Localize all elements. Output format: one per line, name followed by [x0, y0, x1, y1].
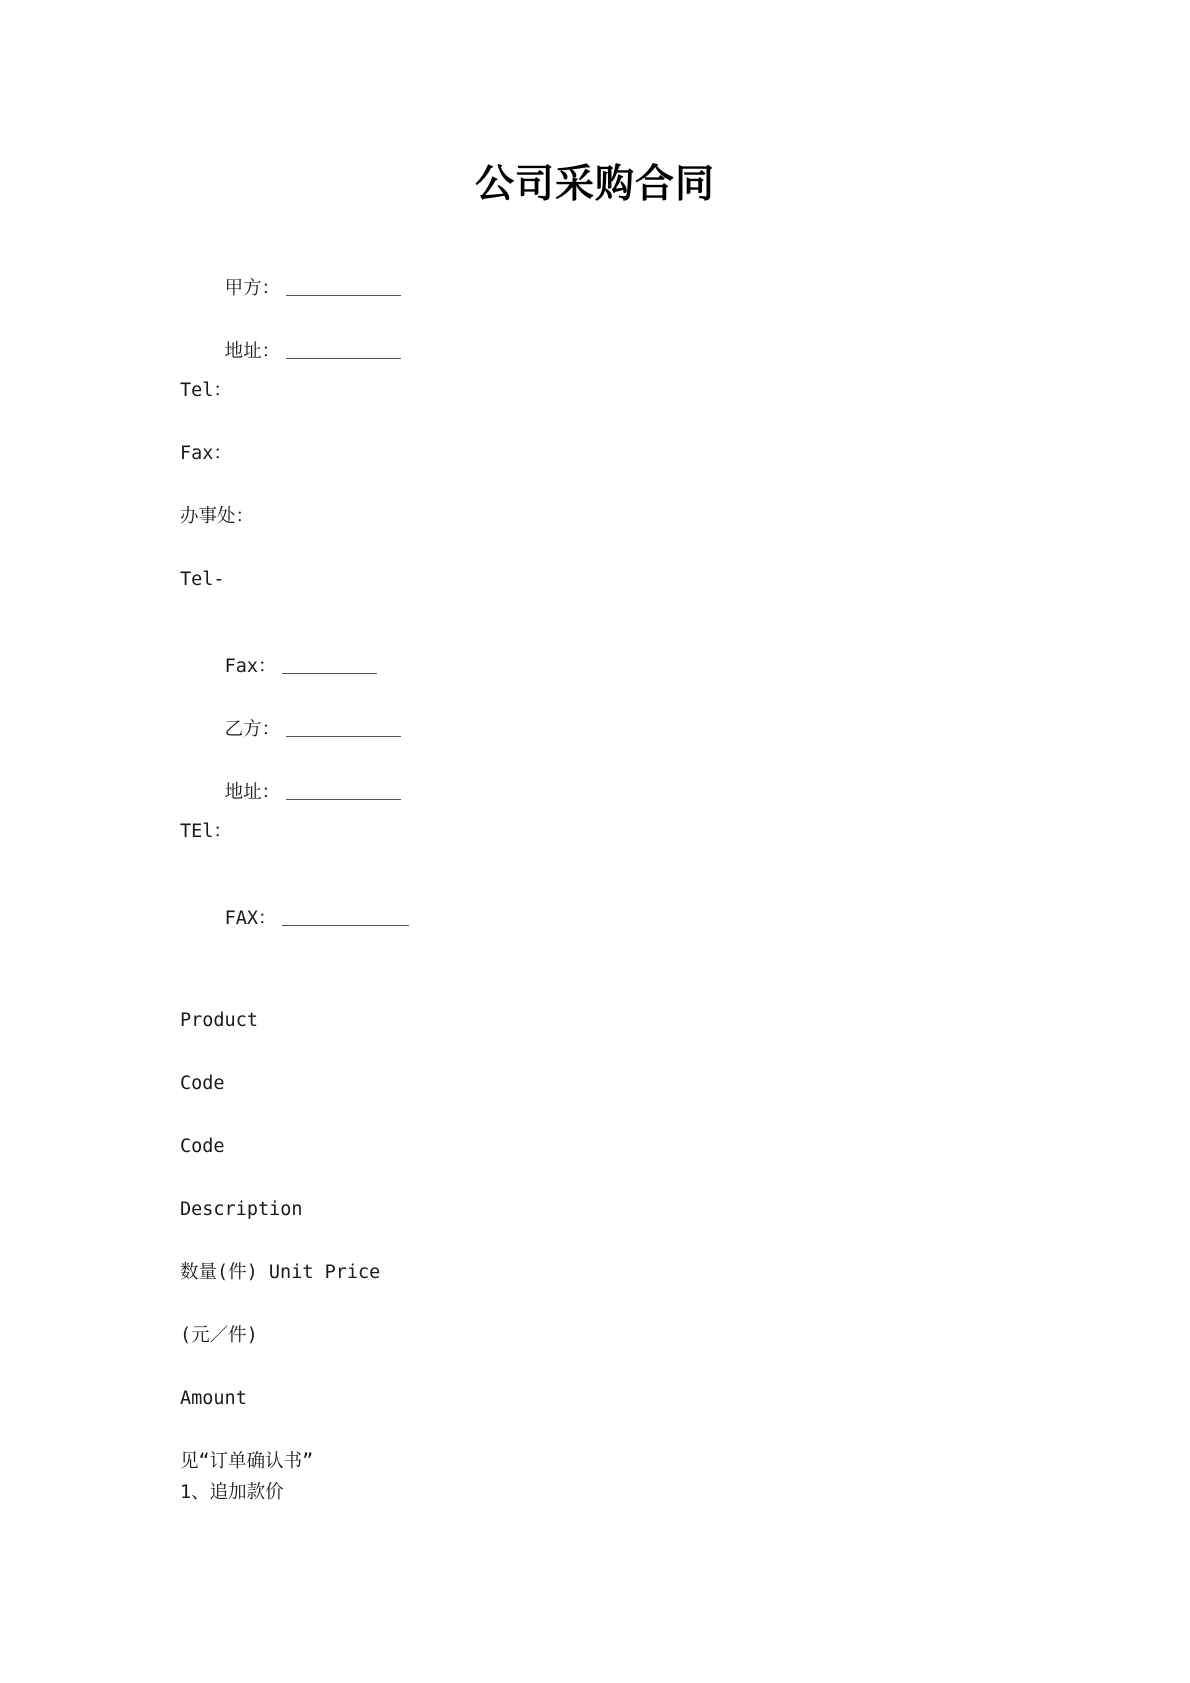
party-b-name-blank[interactable] — [286, 735, 401, 737]
party-a-name-blank[interactable] — [286, 294, 401, 296]
document-title: 公司采购合同 — [474, 162, 715, 207]
party-a-tel-label: Tel： — [180, 380, 232, 401]
header-unit: (元／件) — [180, 1325, 258, 1346]
party-a-name-line — [180, 253, 401, 325]
party-a-name-label: 甲方： — [224, 278, 281, 299]
party-a-address-label: 地址： — [224, 341, 281, 362]
party-b-address-blank[interactable] — [286, 798, 401, 800]
party-a-office-fax-blank[interactable] — [282, 672, 377, 674]
party-a-office-fax-label: Fax： — [224, 656, 277, 677]
header-quantity-unit-price: 数量(件) Unit Price — [180, 1262, 381, 1283]
party-a-fax-label: Fax： — [180, 443, 232, 464]
order-confirmation-note: 见“订单确认书” — [180, 1451, 314, 1472]
party-a-office-fax-line — [180, 631, 377, 703]
party-a-office-label: 办事处： — [180, 506, 255, 527]
party-b-name-label: 乙方： — [224, 719, 281, 740]
party-b-fax-blank[interactable] — [282, 924, 409, 926]
party-b-address-label: 地址： — [224, 782, 281, 803]
header-amount: Amount — [180, 1388, 247, 1409]
header-description: Description — [180, 1199, 303, 1220]
clause-1: 1、追加款价 — [180, 1482, 284, 1503]
header-product: Product — [180, 1010, 258, 1031]
header-code-2: Code — [180, 1136, 225, 1157]
party-b-fax-line — [180, 883, 409, 955]
party-a-office-tel-label: Tel- — [180, 569, 225, 590]
party-a-address-line — [180, 316, 401, 388]
party-b-tel-label: TEl： — [180, 821, 232, 842]
party-b-address-line — [180, 757, 401, 829]
header-code-1: Code — [180, 1073, 225, 1094]
party-b-name-line — [180, 694, 401, 766]
party-b-fax-label: FAX： — [224, 908, 277, 929]
party-a-address-blank[interactable] — [286, 357, 401, 359]
